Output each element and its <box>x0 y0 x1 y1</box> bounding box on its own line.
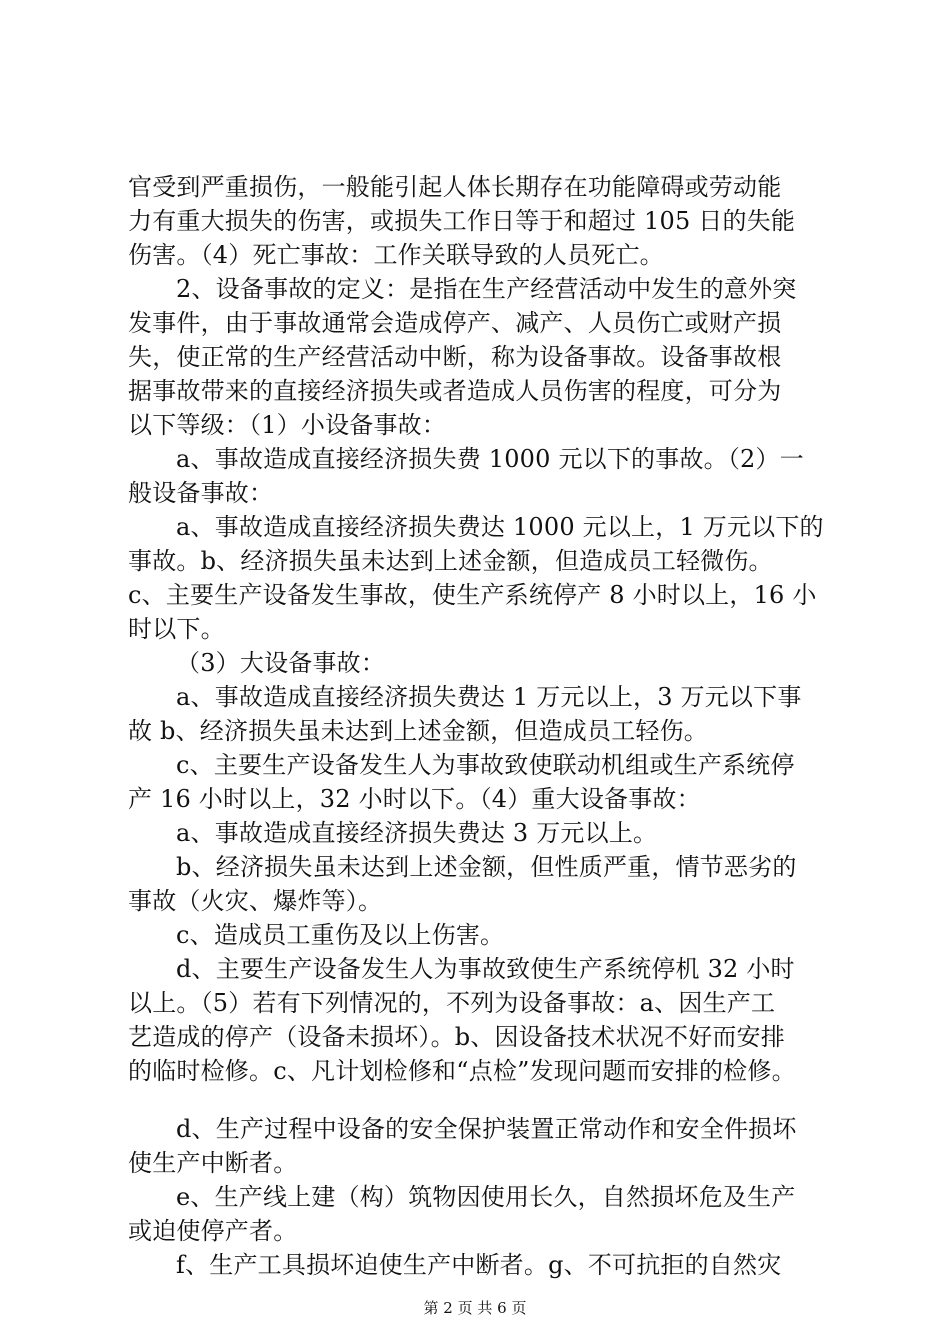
body-line: （3）大设备事故： <box>176 649 386 677</box>
body-line: 力有重大损失的伤害，或损失工作日等于和超过 105 日的失能 <box>128 207 796 235</box>
body-line: 故 b、经济损失虽未达到上述金额，但造成员工轻伤。 <box>128 717 708 745</box>
body-line: 以下等级：（1）小设备事故： <box>128 411 447 439</box>
body-line: f、生产工具损坏迫使生产中断者。g、不可抗拒的自然灾 <box>176 1251 782 1279</box>
body-line: 失，使正常的生产经营活动中断，称为设备事故。设备事故根 <box>128 343 782 371</box>
body-line: c、主要生产设备发生事故，使生产系统停产 8 小时以上，16 小 <box>128 581 817 609</box>
body-line: a、事故造成直接经济损失费 1000 元以下的事故。（2）一 <box>176 445 804 473</box>
body-line: d、主要生产设备发生人为事故致使生产系统停机 32 小时 <box>176 955 795 983</box>
body-line: 发事件，由于事故通常会造成停产、减产、人员伤亡或财产损 <box>128 309 782 337</box>
body-line: 使生产中断者。 <box>128 1149 298 1177</box>
body-line: 事故（火灾、爆炸等）。 <box>128 887 383 915</box>
body-line: 艺造成的停产（设备未损坏）。b、因设备技术状况不好而安排 <box>128 1023 785 1051</box>
body-line: 时以下。 <box>128 615 225 643</box>
body-line: a、事故造成直接经济损失费达 1 万元以上，3 万元以下事 <box>176 683 802 711</box>
body-line: e、生产线上建（构）筑物因使用长久，自然损坏危及生产 <box>176 1183 796 1211</box>
body-line: 官受到严重损伤，一般能引起人体长期存在功能障碍或劳动能 <box>128 173 782 201</box>
body-line: d、生产过程中设备的安全保护装置正常动作和安全件损坏 <box>176 1115 797 1143</box>
body-line: 以上。（5）若有下列情况的，不列为设备事故：a、因生产工 <box>128 989 776 1017</box>
body-line: a、事故造成直接经济损失费达 3 万元以上。 <box>176 819 658 847</box>
body-line: 据事故带来的直接经济损失或者造成人员伤害的程度，可分为 <box>128 377 782 405</box>
body-line: b、经济损失虽未达到上述金额，但性质严重，情节恶劣的 <box>176 853 797 881</box>
body-line: 或迫使停产者。 <box>128 1217 298 1245</box>
body-line: 产 16 小时以上，32 小时以下。（4）重大设备事故： <box>128 785 701 813</box>
body-line: 伤害。（4）死亡事故：工作关联导致的人员死亡。 <box>128 241 664 269</box>
body-line: c、造成员工重伤及以上伤害。 <box>176 921 505 949</box>
body-line: c、主要生产设备发生人为事故致使联动机组或生产系统停 <box>176 751 795 779</box>
body-line: 事故。b、经济损失虽未达到上述金额，但造成员工轻微伤。 <box>128 547 773 575</box>
body-line: a、事故造成直接经济损失费达 1000 元以上，1 万元以下的 <box>176 513 824 541</box>
body-line: 的临时检修。c、凡计划检修和“点检”发现问题而安排的检修。 <box>128 1057 796 1085</box>
body-line: 2、设备事故的定义：是指在生产经营活动中发生的意外突 <box>176 275 797 303</box>
body-line: 般设备事故： <box>128 479 274 507</box>
page-footer: 第 2 页 共 6 页 <box>423 1299 527 1317</box>
